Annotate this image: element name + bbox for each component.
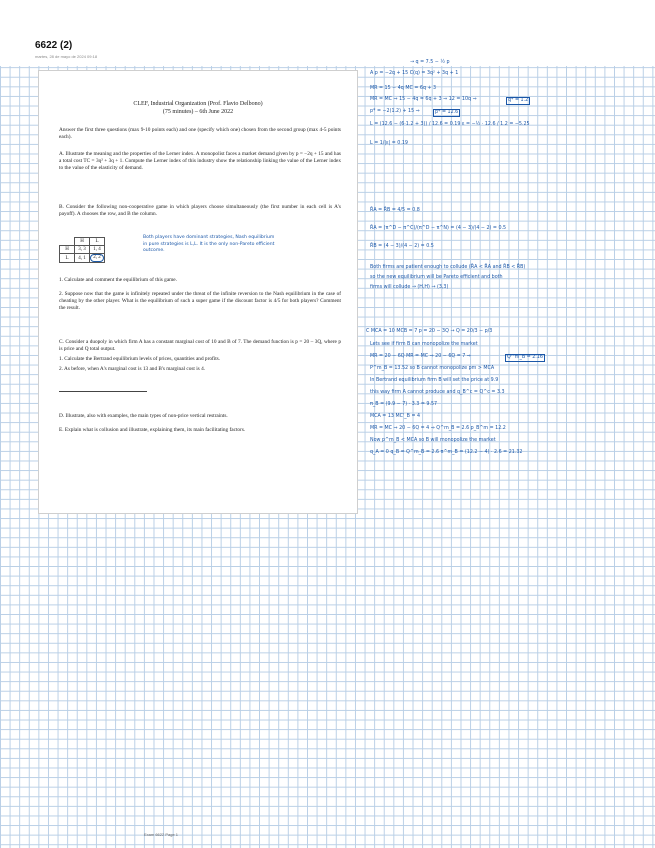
cell-ll — [90, 254, 105, 263]
page-header — [0, 0, 655, 66]
exam-title: CLEF, Industrial Organization (Prof. Flavio Delbono) — [133, 101, 263, 107]
cell-ll-circled: 2, 2 — [90, 254, 104, 262]
note-date: martes, 28 de mayo de 2024 09:18 — [35, 54, 98, 59]
question-a: A. Illustrate the meaning and the properties of the Lerner index. A monopolist faces a market demand given by p = −2q + 15 and has a total cost TC = 3q² + 3q + 1. Compute the Lerner index of this industry show the relationship linking the value of the Lerner index to the value of the elasticity of demand. — [59, 151, 341, 171]
exam-subtitle: (75 minutes) – 6th June 2022 — [162, 109, 234, 115]
question-e: E. Explain what is collusion and illustrate, explaining them, its main facilitating factors. — [59, 427, 246, 433]
question-c1: 1. Calculate the Bertrand equilibrium levels of prices, quantities and profits. — [59, 356, 221, 362]
col-h: H — [75, 238, 90, 246]
question-d: D. Illustrate, also with examples, the main types of non-price vertical restraints. — [59, 413, 228, 419]
cell-hl: 1, 4 — [90, 246, 105, 254]
question-c: C. Consider a duopoly in which firm A has a constant marginal cost of 10 and B of 7. The demand function is p = 20 – 3Q, where p is price and Q total output. — [59, 339, 341, 352]
payoff-table — [59, 237, 105, 263]
exam-intro: Answer the first three questions (max 9-10 points each) and one (specify which one) chosen from the second group (max 4-5 points each). — [59, 127, 341, 140]
col-l: L — [90, 238, 105, 246]
cell-lh: 4, 1 — [75, 254, 90, 263]
note-title: 6622 (2) — [35, 40, 73, 51]
margin-note: Both players have dominant strategies, Nash equilibrium in pure strategies is L,L. It is the only non-Pareto efficient outcome. — [143, 235, 275, 254]
cell-hh: 3, 3 — [75, 246, 90, 254]
question-b1: 1. Calculate and comment the equilibrium of this game. — [59, 277, 177, 283]
exam-paper — [38, 70, 358, 514]
question-b2: 2. Suppose now that the game is infinitely repeated under the threat of the infinite reversion to the Nash equilibrium in the case of cheating by the other player. What is the equilibrium of such a super game if the discount factor is 4/5 for both players? Comment the result. — [59, 291, 341, 311]
question-b: B. Consider the following non-cooperative game in which players choose simultaneously (the first number in each cell is A's payoff). A chooses the row, and B the column. — [59, 204, 341, 217]
row-l: L — [60, 254, 75, 263]
row-h: H — [60, 246, 75, 254]
question-c2: 2. As before, when A's marginal cost is 13 and B's marginal cost is 4. — [59, 366, 206, 372]
divider — [59, 391, 147, 392]
page-footer: Exam 6622 Page 1 — [144, 832, 179, 837]
